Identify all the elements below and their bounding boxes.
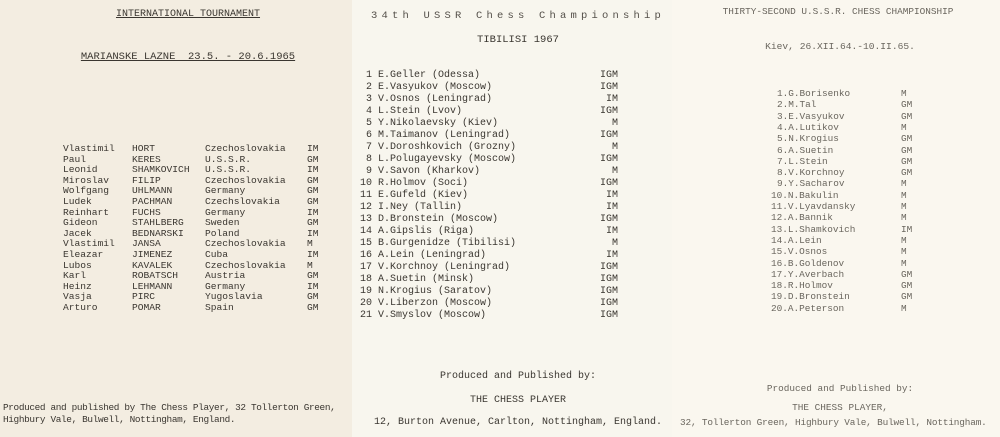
player-row bbox=[0, 185, 352, 196]
player-row bbox=[672, 111, 1000, 122]
rank: 9 bbox=[366, 166, 373, 177]
rank: 7 bbox=[366, 142, 373, 153]
first-name: Gideon bbox=[63, 217, 98, 229]
player-row bbox=[352, 310, 672, 321]
player-row bbox=[672, 122, 1000, 133]
chess-title: IM bbox=[605, 202, 618, 213]
player-row bbox=[352, 130, 672, 141]
player-name: 3.E.Vasyukov bbox=[777, 110, 845, 122]
chess-title: GM bbox=[307, 196, 319, 207]
chess-title: M bbox=[611, 238, 618, 249]
last-name: LEHMANN bbox=[132, 280, 173, 292]
footer-line: 12, Burton Avenue, Carlton, Nottingham, England. bbox=[374, 417, 663, 428]
chess-title: GM bbox=[901, 155, 913, 167]
player-name: 2.M.Tal bbox=[777, 99, 817, 111]
first-name: Karl bbox=[63, 270, 87, 282]
last-name: SHAMKOVICH bbox=[132, 164, 190, 176]
page-subtitle: MARIANSKE LAZNE 23.5. - 20.6.1965 bbox=[80, 51, 296, 63]
page-subtitle: Kiev, 26.XII.64.-10.II.65. bbox=[765, 41, 915, 52]
footer-line: THE CHESS PLAYER bbox=[469, 395, 567, 406]
player-name: L.Stein (Lvov) bbox=[378, 106, 463, 117]
player-name: 8.V.Korchnoy bbox=[777, 167, 845, 179]
country: Czechoslovakia bbox=[205, 238, 286, 250]
rank: 3 bbox=[366, 94, 373, 105]
player-row bbox=[352, 82, 672, 93]
chess-title: GM bbox=[901, 133, 913, 145]
player-name: 16.B.Goldenov bbox=[771, 257, 845, 269]
page-title: 34th USSR Chess Championship bbox=[370, 10, 666, 22]
rank: 8 bbox=[366, 154, 373, 165]
rank: 11 bbox=[360, 190, 373, 201]
country: Germany bbox=[205, 185, 246, 197]
player-row bbox=[0, 249, 352, 260]
chess-title: IGM bbox=[599, 286, 618, 297]
player-name: I.Ney (Tallin) bbox=[378, 202, 463, 213]
player-row bbox=[352, 142, 672, 153]
chess-title: M bbox=[901, 302, 907, 314]
player-name: 1.G.Borisenko bbox=[777, 88, 851, 99]
rank: 17 bbox=[360, 262, 373, 273]
player-row bbox=[352, 178, 672, 189]
first-name: Miroslav bbox=[63, 174, 110, 186]
country: Spain bbox=[205, 302, 234, 313]
chess-title: IGM bbox=[599, 70, 618, 81]
last-name: UHLMANN bbox=[132, 185, 173, 197]
player-row bbox=[352, 70, 672, 81]
chess-title: M bbox=[901, 121, 907, 133]
chess-title: IM bbox=[307, 227, 319, 239]
last-name: PACHMAN bbox=[132, 196, 173, 207]
chess-title: IGM bbox=[599, 214, 618, 225]
player-name: E.Vasyukov (Moscow) bbox=[378, 82, 493, 93]
player-name: E.Geller (Odessa) bbox=[378, 70, 481, 81]
player-name: 17.Y.Averbach bbox=[771, 268, 845, 280]
chess-title: IGM bbox=[599, 130, 618, 141]
player-name: 18.R.Holmov bbox=[771, 280, 833, 292]
player-name: 7.L.Stein bbox=[777, 155, 828, 167]
last-name: JIMENEZ bbox=[132, 249, 173, 260]
country: Czechoslovakia bbox=[205, 259, 286, 271]
player-name: 20.A.Peterson bbox=[771, 302, 845, 314]
player-name: 5.N.Krogius bbox=[777, 133, 839, 145]
player-row bbox=[0, 228, 352, 239]
rank: 14 bbox=[360, 226, 373, 237]
chess-title: GM bbox=[307, 185, 319, 197]
country: Czechoslovakia bbox=[205, 174, 286, 186]
player-name: 19.D.Bronstein bbox=[771, 291, 850, 303]
player-row bbox=[672, 156, 1000, 167]
player-row bbox=[672, 258, 1000, 269]
first-name: Paul bbox=[63, 153, 87, 165]
rank: 6 bbox=[366, 130, 373, 141]
player-row bbox=[0, 281, 352, 292]
chess-title: IGM bbox=[599, 274, 618, 285]
chess-title: IM bbox=[605, 190, 618, 201]
chess-title: IM bbox=[901, 223, 913, 235]
chess-title: GM bbox=[307, 217, 319, 229]
last-name: KAVALEK bbox=[132, 259, 173, 271]
chess-title: IM bbox=[307, 206, 319, 218]
chess-title: IGM bbox=[599, 310, 618, 321]
player-name: 13.L.Shamkovich bbox=[771, 223, 856, 235]
player-name: 10.N.Bakulin bbox=[771, 189, 839, 201]
player-row bbox=[672, 201, 1000, 212]
chess-title: IGM bbox=[599, 178, 618, 189]
chess-title: IM bbox=[307, 164, 319, 176]
first-name: Leonid bbox=[63, 164, 98, 176]
player-name: L.Polugayevsky (Moscow) bbox=[378, 154, 517, 165]
player-row bbox=[672, 269, 1000, 280]
chess-title: GM bbox=[307, 302, 319, 313]
rank: 20 bbox=[360, 298, 373, 309]
last-name: FUCHS bbox=[132, 206, 161, 218]
player-row bbox=[352, 214, 672, 225]
chess-title: IM bbox=[605, 250, 618, 261]
rank: 5 bbox=[366, 118, 373, 129]
player-name: V.Doroshkovich (Grozny) bbox=[378, 142, 517, 153]
chess-title: M bbox=[901, 246, 907, 258]
last-name: POMAR bbox=[132, 302, 161, 313]
footer-line: THE CHESS PLAYER, bbox=[792, 402, 888, 413]
chess-title: IM bbox=[307, 280, 319, 292]
country: Germany bbox=[205, 280, 246, 292]
rank: 18 bbox=[360, 274, 373, 285]
player-row bbox=[0, 217, 352, 228]
player-row bbox=[672, 133, 1000, 144]
first-name: Vlastimil bbox=[63, 238, 115, 250]
player-row bbox=[0, 143, 352, 154]
player-name: 9.Y.Sacharov bbox=[777, 178, 845, 190]
player-row bbox=[0, 238, 352, 249]
chess-title: IM bbox=[605, 94, 618, 105]
player-name: M.Taimanov (Leningrad) bbox=[378, 130, 511, 141]
player-name: R.Holmov (Soci) bbox=[378, 178, 469, 189]
player-name: V.Savon (Kharkov) bbox=[378, 166, 481, 177]
chess-title: IGM bbox=[599, 82, 618, 93]
first-name: Reinhart bbox=[63, 206, 110, 218]
chess-title: M bbox=[611, 118, 618, 129]
player-row bbox=[352, 262, 672, 273]
player-name: E.Gufeld (Kiev) bbox=[378, 190, 469, 201]
chess-title: M bbox=[901, 201, 907, 212]
page-title: INTERNATIONAL TOURNAMENT bbox=[115, 9, 261, 20]
player-name: V.Osnos (Leningrad) bbox=[378, 94, 493, 105]
chess-title: M bbox=[901, 212, 907, 224]
chess-title: M bbox=[901, 189, 907, 201]
chess-title: IM bbox=[307, 143, 319, 154]
country: U.S.S.R. bbox=[205, 153, 252, 165]
page-kiev bbox=[672, 0, 1000, 437]
player-row bbox=[352, 106, 672, 117]
first-name: Wolfgang bbox=[63, 185, 110, 197]
country: Yugoslavia bbox=[205, 291, 263, 303]
player-row bbox=[352, 118, 672, 129]
player-row bbox=[672, 99, 1000, 110]
country: Czechoslovakia bbox=[205, 143, 286, 154]
player-name: B.Gurgenidze (Tibilisi) bbox=[378, 238, 517, 249]
chess-title: GM bbox=[901, 291, 913, 303]
footer-line: Produced and Published by: bbox=[439, 371, 597, 382]
last-name: STAHLBERG bbox=[132, 217, 184, 229]
player-name: 4.A.Lutikov bbox=[777, 121, 839, 133]
player-row bbox=[0, 260, 352, 271]
last-name: KERES bbox=[132, 153, 161, 165]
player-row bbox=[352, 238, 672, 249]
first-name: Lubos bbox=[63, 259, 92, 271]
chess-title: IGM bbox=[599, 154, 618, 165]
last-name: FILIP bbox=[132, 174, 161, 186]
player-row bbox=[352, 166, 672, 177]
player-row bbox=[672, 235, 1000, 246]
player-name: 12.A.Bannik bbox=[771, 212, 833, 224]
page-subtitle: TIBILISI 1967 bbox=[477, 34, 559, 46]
country: U.S.S.R. bbox=[205, 164, 252, 176]
country: Cuba bbox=[205, 249, 229, 260]
first-name: Vlastimil bbox=[63, 143, 115, 154]
first-name: Eleazar bbox=[63, 249, 104, 260]
footer-line: Highbury Vale, Bulwell, Nottingham, England. bbox=[3, 414, 236, 425]
chess-title: M bbox=[901, 257, 907, 269]
player-row bbox=[0, 164, 352, 175]
player-name: V.Korchnoy (Leningrad) bbox=[378, 262, 511, 273]
player-name: A.Lein (Leningrad) bbox=[378, 250, 487, 261]
chess-title: M bbox=[611, 142, 618, 153]
first-name: Vasja bbox=[63, 291, 92, 303]
player-row bbox=[672, 224, 1000, 235]
chess-title: GM bbox=[307, 174, 319, 186]
last-name: PIRC bbox=[132, 291, 156, 303]
country: Austria bbox=[205, 270, 246, 282]
player-row bbox=[672, 291, 1000, 302]
rank: 16 bbox=[360, 250, 373, 261]
chess-title: GM bbox=[901, 167, 913, 179]
rank: 4 bbox=[366, 106, 373, 117]
chess-title: IM bbox=[605, 226, 618, 237]
country: Poland bbox=[205, 227, 240, 239]
player-row bbox=[672, 303, 1000, 314]
footer-line: 32, Tollerton Green, Highbury Vale, Bulwell, Nottingham. bbox=[680, 417, 987, 428]
chess-title: M bbox=[307, 238, 313, 250]
rank: 12 bbox=[360, 202, 373, 213]
chess-title: GM bbox=[307, 153, 319, 165]
rank: 13 bbox=[360, 214, 373, 225]
player-row bbox=[672, 212, 1000, 223]
chess-title: GM bbox=[901, 144, 913, 156]
player-row bbox=[0, 175, 352, 186]
chess-title: IGM bbox=[599, 106, 618, 117]
player-name: Y.Nikolaevsky (Kiev) bbox=[378, 118, 499, 129]
player-row bbox=[352, 274, 672, 285]
page-title: THIRTY-SECOND U.S.S.R. CHESS CHAMPIONSHIP bbox=[722, 6, 954, 17]
chess-title: GM bbox=[901, 99, 913, 111]
player-row bbox=[0, 302, 352, 313]
player-name: 14.A.Lein bbox=[771, 234, 822, 246]
rank: 21 bbox=[360, 310, 373, 321]
country: Czechslovakia bbox=[205, 196, 280, 207]
chess-title: GM bbox=[901, 268, 913, 280]
footer-line: Produced and published by The Chess Player, 32 Tollerton Green, bbox=[3, 402, 336, 413]
player-row bbox=[0, 207, 352, 218]
country: Germany bbox=[205, 206, 246, 218]
rank: 2 bbox=[366, 82, 373, 93]
last-name: HORT bbox=[132, 143, 156, 154]
chess-title: GM bbox=[901, 110, 913, 122]
chess-title: M bbox=[901, 88, 907, 99]
player-name: 6.A.Suetin bbox=[777, 144, 834, 156]
page-marianske-lazne bbox=[0, 0, 352, 437]
country: Sweden bbox=[205, 217, 240, 229]
player-row bbox=[672, 190, 1000, 201]
player-row bbox=[352, 202, 672, 213]
rank: 15 bbox=[360, 238, 373, 249]
rank: 10 bbox=[360, 178, 373, 189]
chess-title: IGM bbox=[599, 262, 618, 273]
chess-title: IGM bbox=[599, 298, 618, 309]
chess-title: GM bbox=[307, 291, 319, 303]
player-row bbox=[672, 178, 1000, 189]
player-name: 11.V.Lyavdansky bbox=[771, 201, 856, 212]
chess-title: GM bbox=[901, 280, 913, 292]
player-row bbox=[0, 154, 352, 165]
player-row bbox=[352, 298, 672, 309]
player-name: D.Bronstein (Moscow) bbox=[378, 214, 499, 225]
player-row bbox=[0, 270, 352, 281]
player-row bbox=[0, 196, 352, 207]
chess-title: M bbox=[307, 259, 313, 271]
player-name: A.Gipslis (Riga) bbox=[378, 226, 475, 237]
first-name: Ludek bbox=[63, 196, 92, 207]
player-name: N.Krogius (Saratov) bbox=[378, 286, 493, 297]
first-name: Arturo bbox=[63, 302, 98, 313]
first-name: Jacek bbox=[63, 227, 92, 239]
first-name: Heinz bbox=[63, 280, 92, 292]
rank: 1 bbox=[366, 70, 373, 81]
player-name: 15.V.Osnos bbox=[771, 246, 828, 258]
player-row bbox=[352, 190, 672, 201]
player-row bbox=[672, 167, 1000, 178]
player-row bbox=[352, 154, 672, 165]
player-name: V.Liberzon (Moscow) bbox=[378, 298, 493, 309]
player-row bbox=[352, 286, 672, 297]
rank: 19 bbox=[360, 286, 373, 297]
chess-title: IM bbox=[307, 249, 319, 260]
player-row bbox=[352, 94, 672, 105]
player-row bbox=[672, 145, 1000, 156]
footer-line: Produced and Published by: bbox=[766, 383, 914, 394]
player-row bbox=[352, 250, 672, 261]
player-row bbox=[672, 246, 1000, 257]
chess-title: M bbox=[611, 166, 618, 177]
player-row bbox=[672, 280, 1000, 291]
last-name: JANSA bbox=[132, 238, 161, 250]
chess-title: GM bbox=[307, 270, 319, 282]
player-row bbox=[352, 226, 672, 237]
player-name: V.Smyslov (Moscow) bbox=[378, 310, 487, 321]
chess-title: M bbox=[901, 178, 907, 190]
chess-title: M bbox=[901, 234, 907, 246]
player-name: A.Suetin (Minsk) bbox=[378, 274, 475, 285]
last-name: ROBATSCH bbox=[132, 270, 179, 282]
page-tibilisi bbox=[352, 0, 672, 437]
player-row bbox=[672, 88, 1000, 99]
player-row bbox=[0, 291, 352, 302]
last-name: BEDNARSKI bbox=[132, 227, 184, 239]
